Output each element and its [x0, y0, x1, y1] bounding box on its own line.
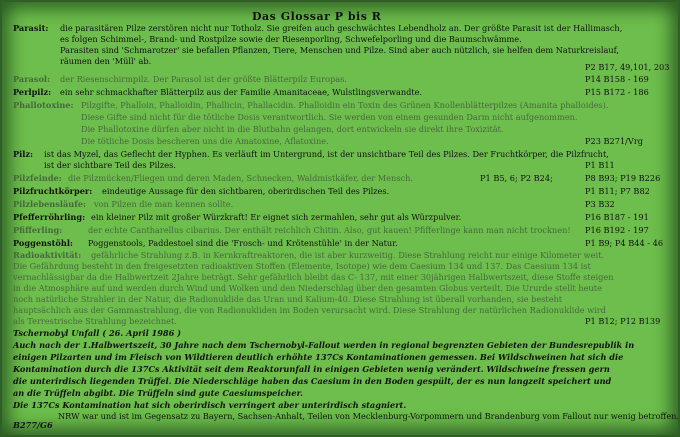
term-radioaktivitaet: Radioaktivität: [13, 250, 82, 260]
ref-parasol: P14 B158 - 169 [585, 74, 649, 84]
pilz-line-1: ist das Myzel, das Geflecht der Hyphen. Es verläuft im Untergrund, ist der unsichtbare Teil des Pilzes. Der Fruchtkörper, die Pilzfrucht, [44, 149, 609, 159]
term-poggenstoehl: Poggenstöhl: [13, 238, 73, 248]
pilzfeinde-text: die Pilzmücken/Fliegen und deren Maden, Schnecken, Waldmistkäfer, der Mensch. [68, 173, 413, 183]
term-parasit: Parasit: [13, 23, 49, 33]
tschernobyl-line-1: Auch nach der 1.Halbwertszeit, 30 Jahre nach dem Tschernobyl-Fallout werden in regional begrenzten Gebieten der Bundesrepublik in [13, 340, 635, 350]
ref-pilz: P1 B11 [585, 160, 615, 170]
term-pilzfruchtkoerper: Pilzfruchtkörper: [13, 186, 93, 196]
term-pfefferroehrling: Pfefferröhrling: [13, 212, 86, 222]
radioaktivitaet-line-2: vernachlässigbar da die Halbwertzeit 2Jahre beträgt. Sehr gefährlich bleibt das C- 137, mit einer 30jährigen Halbwertszeit, diese Stoffe steigen [13, 272, 614, 282]
ref-perlpilz: P15 B172 - 186 [585, 87, 649, 97]
pilz-line-2: ist der sichtbare Teil des Pilzes. [44, 160, 176, 170]
radioaktivitaet-line-6: als Terrestrische Strahlung bezeichnet. [13, 316, 177, 326]
tschernobyl-line-2: einigen Pilzarten und im Fleisch von Wildtieren deutlich erhöhte 137Cs Kontaminationen gemessen. Bei Wildschweinen hat sich die [13, 352, 624, 362]
phallotoxine-line-2: Diese Gifte sind nicht für die tötliche Dosis verantwortlich. Sie werden von einem gesunden Darm nicht aufgenommen. [81, 112, 578, 122]
nrw-note: NRW war und ist im Gegensatz zu Bayern, Sachsen-Anhalt, Teilen von Mecklenburg-Vorpommern und Brandenburg vom Fallout nur wenig betroffen. [58, 411, 680, 421]
ref-pilzlebenslaeufe: P3 B32 [585, 199, 615, 209]
pfefferroehrling-text: ein kleiner Pilz mit großer Würzkraft! Er eignet sich zermahlen, sehr gut als Würzpulver. [91, 212, 462, 222]
parasol-text: der Riesenschirmpilz. Der Parasol ist der größte Blätterpilz Europas. [60, 74, 347, 84]
radioaktivitaet-line-3: in die Atmosphäre auf und werden durch Wind und Wolken und den Niederschlag über den gesamten Globus verteilt. Die Ururde stellt heute [13, 283, 602, 293]
glossary-page [2, 2, 678, 435]
tschernobyl-line-3: Kontamination durch die 137Cs Aktivität seit dem Reaktorunfall in einigen Gebieten wenig verändert. Wildschweine fressen gern [13, 364, 610, 374]
tschernobyl-line-6: Die 137Cs Kontamination hat sich oberirdisch verringert aber unterirdisch stagniert. [13, 400, 407, 410]
term-pfifferling: Pfifferling: [13, 225, 63, 235]
radioaktivitaet-line-1: Die Gefährdung besteht in den freigesetzten radioaktiven Stoffen (Elemente, Isotope) wie dem Caesium 134 und 137. Das Caesium 134 ist [13, 261, 591, 271]
term-phallotoxine: Phallotoxine: [13, 100, 74, 110]
radioaktivitaet-line-5: hauptsächlich aus der Gammastrahlung, die von Radionukliden im Boden verursacht wird. Diese Strahlung der natürlichen Radionuklide wird [13, 305, 606, 315]
ref-pilzfruchtkoerper: P1 B11; P7 B82 [585, 186, 650, 196]
phallotoxine-line-1: Pilzgifte, Phalloin, Phalloidin, Phallicin, Phallacidin. Phalloidin ein Toxin des Grünen Knollenblätterpilzes (Amanita phalloides). [81, 100, 609, 110]
ref-pilzfeinde-b: P8 B93; P19 B226 [585, 173, 661, 183]
ref-phallotoxine: P23 B271/Vrg [585, 136, 644, 146]
term-perlpilz: Perlpilz: [13, 87, 52, 97]
parasit-line-1: die parasitären Pilze zerstören nicht nur Totholz. Sie greifen auch geschwächtes Lebendholz an. Der größte Parasit ist der Hallimasch, [60, 23, 623, 33]
pilzfruchtkoerper-text: eindeutige Aussage für den sichtbaren, oberirdischen Teil des Pilzes. [102, 186, 390, 196]
term-pilzlebenslaeufe: Pilzlebensläufe: [13, 199, 86, 209]
term-pilzfeinde: Pilzfeinde: [13, 173, 62, 183]
page-code: B277/G6 [13, 420, 53, 430]
ref-pfefferroehrling: P16 B187 - 191 [585, 212, 649, 222]
ref-poggenstoehl: P1 B9; P4 B44 - 46 [585, 238, 664, 248]
parasit-line-4: räumen den 'Müll' ab. [60, 56, 152, 66]
radioaktivitaet-first: gefährliche Strahlung z.B. in Kernkraftreaktoren, die ist aber kurzweitig. Diese Strahlung reicht nur einige Kilometer weit. [91, 250, 604, 260]
term-parasol: Parasol: [13, 74, 51, 84]
page-title: Das Glossar P bis R [252, 10, 382, 23]
tschernobyl-line-5: an die Trüffeln abgibt. Die Trüffeln sind gute Caesiumspeicher. [13, 388, 304, 398]
phallotoxine-line-3: Die Phallotoxine dürfen aber nicht in die Blutbahn gelangen, dort entwickeln sie direkt ihre Toxizität. [81, 124, 504, 134]
radioaktivitaet-line-4: noch natürliche Strahler in der Natur, die Radionuklide das Uran und Kalium-40. Diese Strahlung ist überall vorhanden, sie besteht [13, 294, 563, 304]
ref-radioaktivitaet: P1 B12; P12 B139 [585, 316, 661, 326]
tschernobyl-heading: Tschernobyl Unfall ( 26. April 1986 ) [13, 328, 182, 338]
parasit-line-3: Parasiten sind 'Schmarotzer' sie befallen Pflanzen, Tiere, Menschen und Pilze. Sind aber auch nützlich, sie helfen dem Naturkreislauf, [60, 45, 619, 55]
parasit-line-2: es folgen Schimmel-, Brand- und Rostpilze sowie der Riesenporling, Schwefelporling und die Baumschwämme. [60, 34, 522, 44]
ref-pilzfeinde-a: P1 B5, 6; P2 B24; [480, 173, 553, 183]
ref-parasit: P2 B17, 49,101, 203 [585, 62, 670, 72]
pilzlebenslaeufe-text: von Pilzen die man kennen sollte. [94, 199, 234, 209]
pfifferling-text: der echte Cantharellus cibarius. Der enthält reichlich Chitin. Also, gut kauen! Pfifferlinge kann man nicht trocknen! [88, 225, 571, 235]
term-pilz: Pilz: [13, 149, 34, 159]
tschernobyl-line-4: die unterirdisch liegenden Trüffel. Die Niederschläge haben das Caesium in den Boden gespült, der es nun langzeit speichert und [13, 376, 612, 386]
perlpilz-text: ein sehr schmackhafter Blätterpilz aus der Familie Amanitaceae, Wulstlingsverwandte. [60, 87, 423, 97]
phallotoxine-line-4: Die tötliche Dosis bescheren uns die Amatoxine, Aflatoxine. [81, 136, 329, 146]
poggenstoehl-text: Poggenstools, Paddestoel sind die 'Frosch- und Krötenstühle' in der Natur. [88, 238, 398, 248]
ref-pfifferling: P16 B192 - 197 [585, 225, 649, 235]
